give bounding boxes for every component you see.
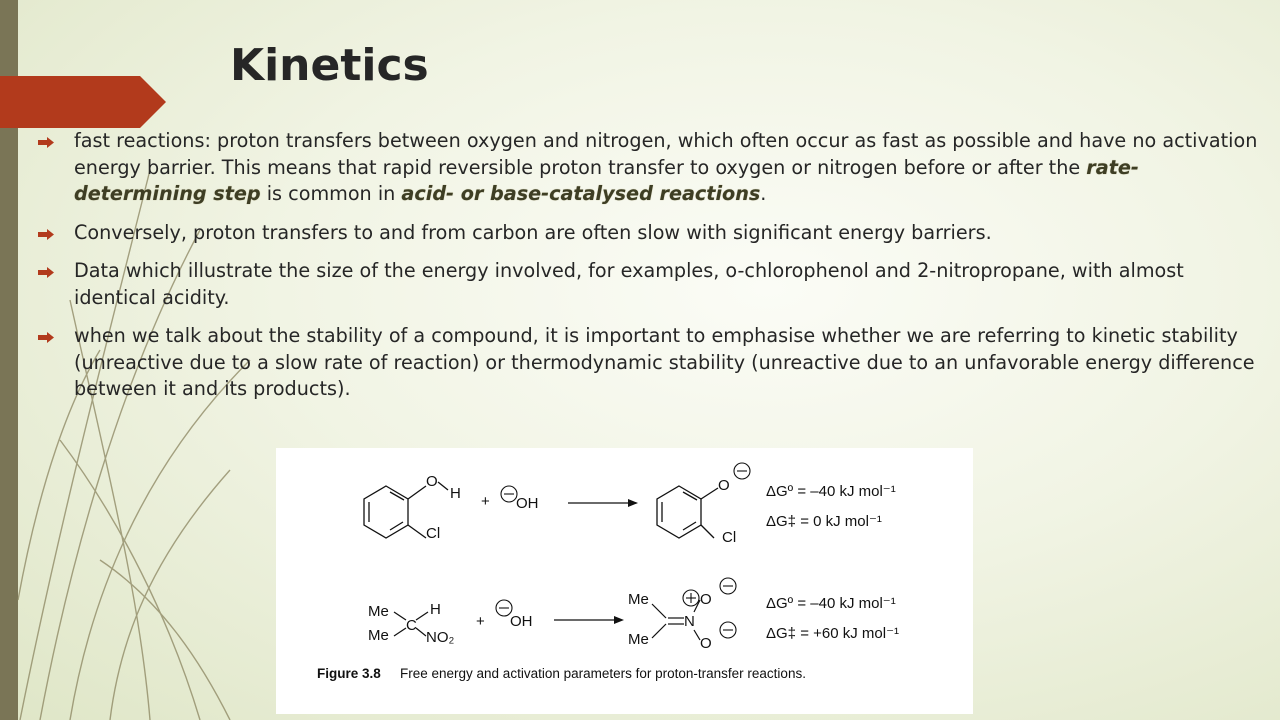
title-accent-tab: [0, 76, 166, 128]
atom-n: N: [684, 613, 695, 630]
delta-g-activation: ΔG‡ = +60 kJ mol⁻¹: [766, 625, 899, 642]
bullet-data-illustration: [38, 258, 1270, 311]
figure-drawing: [276, 448, 973, 714]
atom-o: O: [700, 591, 712, 608]
atom-o: O: [426, 473, 438, 490]
delta-g-standard: ΔGº = –40 kJ mol⁻¹: [766, 595, 896, 612]
bullet-text: Conversely, proton transfers to and from carbon are often slow with significant energy barriers.: [74, 220, 992, 244]
hydroxide: OH: [516, 495, 539, 512]
plus-sign: +: [481, 493, 490, 510]
bullet-arrow-icon: [38, 137, 54, 148]
slide-title: Kinetics: [230, 40, 429, 91]
bullet-text: fast reactions: proton transfers between oxygen and nitrogen, which often occur as fast as possible and have no activation energy barrier. This means that rapid reversible proton transfer to oxygen or nitrogen before or after the: [74, 129, 1258, 179]
delta-g-activation: ΔG‡ = 0 kJ mol⁻¹: [766, 513, 882, 530]
figure-caption-label: Figure 3.8: [317, 666, 381, 681]
product-chlorophenoxide: [657, 486, 718, 538]
emphasis-acid-base-catalysed: acid- or base-catalysed reactions: [401, 182, 761, 205]
atom-c: C: [406, 617, 417, 634]
bullet-arrow-icon: [38, 332, 54, 343]
atom-cl: Cl: [426, 525, 441, 542]
atom-cl: Cl: [722, 529, 737, 546]
bullet-list: [38, 128, 1270, 415]
plus-sign: +: [476, 613, 485, 630]
nitro-group: NO₂: [426, 629, 455, 646]
methyl-group: Me: [628, 631, 649, 648]
bullet-fast-reactions: [38, 128, 1270, 208]
atom-o-minus: O: [718, 477, 730, 494]
bullet-arrow-icon: [38, 267, 54, 278]
bullet-text: .: [760, 182, 767, 205]
figure-proton-transfer: [276, 448, 973, 714]
bullet-stability: [38, 323, 1270, 403]
atom-o: O: [700, 635, 712, 652]
methyl-group: Me: [368, 627, 389, 644]
atom-h: H: [430, 601, 441, 618]
bullet-text: is common in: [260, 182, 402, 205]
bullet-text: when we talk about the stability of a compound, it is important to emphasise whether we are referring to kinetic stability (unreactive due to a slow rate of reaction) or thermodynamic stability (unreactive due to an unfavorable energy difference between it and its products).: [74, 324, 1255, 400]
figure-caption-text: Free energy and activation parameters for proton-transfer reactions.: [400, 666, 806, 681]
bullet-text: Data which illustrate the size of the energy involved, for examples, o-chlorophenol and 2-nitropropane, with almost identical acidity.: [74, 259, 1184, 309]
bullet-carbon-transfers: [38, 220, 1270, 247]
delta-g-standard: ΔGº = –40 kJ mol⁻¹: [766, 483, 896, 500]
bullet-arrow-icon: [38, 229, 54, 240]
methyl-group: Me: [368, 603, 389, 620]
emphasis-rate-determining-step: rate-determining step: [74, 155, 1139, 205]
hydroxide: OH: [510, 613, 533, 630]
atom-h: H: [450, 485, 461, 502]
methyl-group: Me: [628, 591, 649, 608]
